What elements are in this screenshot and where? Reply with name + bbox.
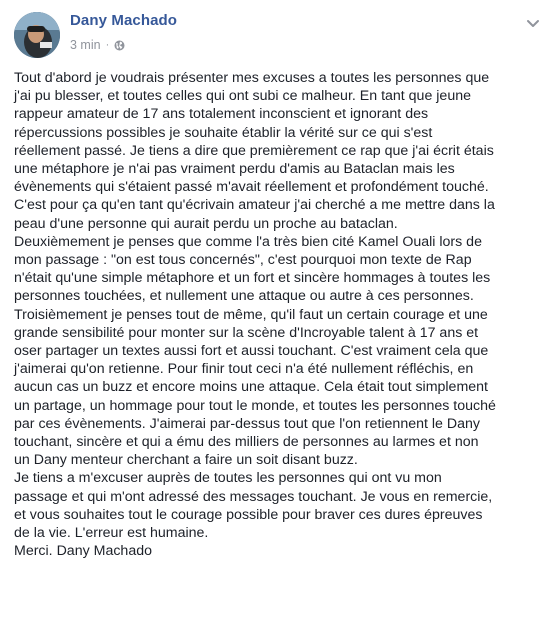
post-text-line: répercussions possibles je souhaite établir la vérité sur ce qui s'est xyxy=(14,124,433,141)
avatar-image xyxy=(14,12,60,58)
post-text-line: oser partager un textes aussi fort et aussi touchant. C'est vraiment cela que xyxy=(14,343,489,360)
post-text-line: Merci. Dany Machado xyxy=(14,543,152,560)
author-name[interactable]: Dany Machado xyxy=(70,12,178,29)
globe-icon[interactable] xyxy=(114,40,125,51)
post-text-line: n'était qu'une simple métaphore et un fort et sincère hommages à toutes les xyxy=(14,270,491,287)
post-body xyxy=(14,69,542,560)
post-text-line: Troisièmement je penses tout de même, qu'il faut un certain courage et une xyxy=(14,306,488,323)
post-text-line: passage et qui m'ont adressé des messages touchant. Je vous en remercie, xyxy=(14,488,493,505)
post-text-line: et vous souhaites tout le courage possible pour braver ces dures épreuves xyxy=(14,506,483,523)
post-text-line: réellement passé. Je tiens a dire que premièrement ce rap que j'ai écrit étais xyxy=(14,142,494,159)
post-text-line: évènements qui s'étaient passé m'avait réellement et profondément touché. xyxy=(14,179,489,196)
post-text-line: C'est pour ça qu'en tant qu'écrivain amateur j'ai cherché a me mettre dans la xyxy=(14,197,495,214)
post-text-line: peau d'une personne qui aurait perdu un proche au bataclan. xyxy=(14,215,398,232)
chevron-down-icon[interactable] xyxy=(526,16,540,26)
post-text-line: de la vie. L'erreur est humaine. xyxy=(14,525,209,542)
post-text-line: un Dany menteur cherchant a faire un soit disant buzz. xyxy=(14,452,358,469)
post-text-line: Tout d'abord je voudrais présenter mes excuses a toutes les personnes que xyxy=(14,70,490,86)
post-text-line: mon passage : "on est tous concernés", c'est pourquoi mon texte de Rap xyxy=(14,252,472,269)
post-text-line: personnes touchées, et nullement une attaque ou autre à ces personnes. xyxy=(14,288,474,305)
post-header xyxy=(10,8,544,60)
post-text-line: grande sensibilité pour monter sur la scène d'Incroyable talent à 17 ans et xyxy=(14,324,479,341)
post-text-line: aucun cas un buzz et encore moins une attaque. Cela était tout simplement xyxy=(14,379,488,396)
post-text-line: une métaphore je n'ai pas vraiment perdu d'amis au Bataclan mais les xyxy=(14,161,455,178)
post-text-line: Deuxièmement je penses que comme l'a très bien cité Kamel Ouali lors de xyxy=(14,233,482,250)
post-text-line: j'ai pu blesser, et toutes celles qui ont subi ce malheur. En tant que jeune xyxy=(14,88,471,105)
post-text-line: rappeur amateur de 17 ans totalement inconscient et ignorant des xyxy=(14,106,429,123)
post-meta xyxy=(70,38,125,52)
post-timestamp[interactable]: 3 min xyxy=(70,38,101,52)
post-text-line: par ces évènements. J'aimerai par-dessus tout que l'on retiennent le Dany xyxy=(14,415,480,432)
post-text-line: touchant, sincère et qui a ému des milliers de personnes au larmes et non xyxy=(14,434,479,451)
post-text-line: un partage, un hommage pour tout le monde, et toutes les personnes touché xyxy=(14,397,496,414)
post-text-line: Je tiens a m'excuser auprès de toutes les personnes qui ont vu mon xyxy=(14,470,442,487)
meta-separator: · xyxy=(105,39,110,51)
post-text-line: j'aimerai qu'on retienne. Pour finir tout ceci n'a été nullement réfléchis, en xyxy=(14,361,474,378)
avatar[interactable] xyxy=(14,12,60,58)
